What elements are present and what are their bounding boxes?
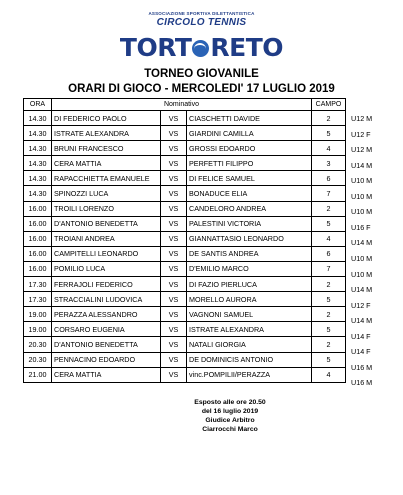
versus-label: VS <box>161 126 187 141</box>
table-row <box>24 126 346 141</box>
court-number: 3 <box>312 156 346 171</box>
table-row <box>24 201 346 216</box>
table-row <box>24 337 346 352</box>
category-label: U12 F <box>351 129 371 139</box>
court-number: 4 <box>312 141 346 156</box>
match-time: 14.30 <box>24 171 52 186</box>
home-player: CORSARO EUGENIA <box>52 322 161 337</box>
away-player: PALESTINI VICTORIA <box>187 216 312 231</box>
brand-right-text: RETO <box>210 33 284 62</box>
table-row <box>24 246 346 261</box>
away-player: DI FAZIO PIERLUCA <box>187 277 312 292</box>
court-number: 5 <box>312 292 346 307</box>
court-number: 6 <box>312 246 346 261</box>
versus-label: VS <box>161 307 187 322</box>
tennis-ball-icon <box>192 40 209 57</box>
match-time: 19.00 <box>24 322 52 337</box>
court-number: 4 <box>312 231 346 246</box>
table-row <box>24 322 346 337</box>
match-time: 16.00 <box>24 246 52 261</box>
match-time: 20.30 <box>24 337 52 352</box>
away-player: vinc.POMPILII/PERAZZA <box>187 367 312 382</box>
category-label: U10 M <box>351 191 373 201</box>
home-player: FERRAJOLI FEDERICO <box>52 277 161 292</box>
versus-label: VS <box>161 352 187 367</box>
match-time: 14.30 <box>24 156 52 171</box>
court-number: 4 <box>312 367 346 382</box>
category-label: U10 M <box>351 207 373 217</box>
match-time: 19.00 <box>24 307 52 322</box>
category-label: U12 M <box>351 145 373 155</box>
table-row <box>24 156 346 171</box>
table-row <box>24 141 346 156</box>
versus-label: VS <box>161 201 187 216</box>
table-row <box>24 171 346 186</box>
home-player: TROIANI ANDREA <box>52 231 161 246</box>
home-player: RAPACCHIETTA EMANUELE <box>52 171 161 186</box>
category-label: U14 F <box>351 331 371 341</box>
versus-label: VS <box>161 186 187 201</box>
club-name: CIRCOLO TENNIS <box>156 17 247 28</box>
court-number: 2 <box>312 337 346 352</box>
match-time: 14.30 <box>24 186 52 201</box>
versus-label: VS <box>161 246 187 261</box>
away-player: NATALI GIORGIA <box>187 337 312 352</box>
versus-label: VS <box>161 156 187 171</box>
association-label: ASSOCIAZIONE SPORTIVA DILETTANTISTICA <box>148 11 255 16</box>
versus-label: VS <box>161 231 187 246</box>
table-row <box>24 261 346 276</box>
away-player: CANDELORO ANDREA <box>187 201 312 216</box>
category-label: U10 M <box>351 269 373 279</box>
referee-title: Giudice Arbitro <box>205 417 255 424</box>
match-time: 14.30 <box>24 141 52 156</box>
match-time: 20.30 <box>24 352 52 367</box>
versus-label: VS <box>161 216 187 231</box>
versus-label: VS <box>161 171 187 186</box>
home-player: PERAZZA ALESSANDRO <box>52 307 161 322</box>
match-time: 14.30 <box>24 126 52 141</box>
category-label: U14 M <box>351 285 373 295</box>
home-player: STRACCIALINI LUDOVICA <box>52 292 161 307</box>
schedule-table <box>23 98 346 383</box>
court-number: 7 <box>312 186 346 201</box>
category-label: U12 F <box>351 300 371 310</box>
match-time: 16.00 <box>24 231 52 246</box>
away-player: D'EMILIO MARCO <box>187 261 312 276</box>
posted-date: del 16 luglio 2019 <box>201 408 259 415</box>
category-label: U16 M <box>351 362 373 372</box>
home-player: BRUNI FRANCESCO <box>52 141 161 156</box>
home-player: SPINOZZI LUCA <box>52 186 161 201</box>
table-row <box>24 186 346 201</box>
away-player: GIANNATTASIO LEONARDO <box>187 231 312 246</box>
category-label: U16 F <box>351 222 371 232</box>
away-player: CIASCHETTI DAVIDE <box>187 111 312 126</box>
court-number: 2 <box>312 307 346 322</box>
home-player: CAMPITELLI LEONARDO <box>52 246 161 261</box>
court-number: 5 <box>312 352 346 367</box>
referee-name: Ciarrocchi Marco <box>202 426 258 433</box>
away-player: MORELLO AURORA <box>187 292 312 307</box>
away-player: DE DOMINICIS ANTONIO <box>187 352 312 367</box>
category-label: U14 F <box>351 347 371 357</box>
header-time: ORA <box>24 99 52 111</box>
away-player: BONADUCE ELIA <box>187 186 312 201</box>
away-player: VAGNONI SAMUEL <box>187 307 312 322</box>
home-player: D'ANTONIO BENEDETTA <box>52 337 161 352</box>
table-header-row <box>24 99 346 111</box>
versus-label: VS <box>161 367 187 382</box>
court-number: 5 <box>312 216 346 231</box>
court-number: 7 <box>312 261 346 276</box>
home-player: POMILIO LUCA <box>52 261 161 276</box>
match-time: 14.30 <box>24 111 52 126</box>
table-row <box>24 277 346 292</box>
brand-left-text: TORT <box>119 33 192 62</box>
match-time: 16.00 <box>24 216 52 231</box>
versus-label: VS <box>161 292 187 307</box>
match-time: 16.00 <box>24 261 52 276</box>
away-player: PERFETTI FILIPPO <box>187 156 312 171</box>
versus-label: VS <box>161 322 187 337</box>
table-row <box>24 367 346 382</box>
match-time: 21.00 <box>24 367 52 382</box>
match-time: 17.30 <box>24 292 52 307</box>
away-player: ISTRATE ALEXANDRA <box>187 322 312 337</box>
away-player: DE SANTIS ANDREA <box>187 246 312 261</box>
home-player: DI FEDERICO PAOLO <box>52 111 161 126</box>
court-number: 5 <box>312 126 346 141</box>
home-player: TROILI LORENZO <box>52 201 161 216</box>
court-number: 6 <box>312 171 346 186</box>
table-row <box>24 352 346 367</box>
table-row <box>24 231 346 246</box>
category-label: U12 M <box>351 114 373 123</box>
away-player: GROSSI EDOARDO <box>187 141 312 156</box>
category-label: U10 M <box>351 253 373 263</box>
match-time: 16.00 <box>24 201 52 216</box>
court-number: 5 <box>312 322 346 337</box>
category-label: U10 M <box>351 176 373 186</box>
match-time: 17.30 <box>24 277 52 292</box>
table-row <box>24 307 346 322</box>
court-number: 2 <box>312 201 346 216</box>
table-row <box>24 292 346 307</box>
category-label: U14 M <box>351 238 373 248</box>
versus-label: VS <box>161 141 187 156</box>
table-row <box>24 111 346 126</box>
court-number: 2 <box>312 111 346 126</box>
versus-label: VS <box>161 261 187 276</box>
home-player: ISTRATE ALEXANDRA <box>52 126 161 141</box>
category-label: U16 M <box>351 378 373 388</box>
away-player: GIARDINI CAMILLA <box>187 126 312 141</box>
header-court: CAMPO <box>312 99 346 111</box>
header-players: Nominativo <box>52 99 312 111</box>
versus-label: VS <box>161 277 187 292</box>
away-player: DI FELICE SAMUEL <box>187 171 312 186</box>
category-label: U14 M <box>351 160 373 170</box>
court-number: 2 <box>312 277 346 292</box>
posted-time: Esposto alle ore 20.50 <box>194 399 266 406</box>
home-player: PENNACINO EDOARDO <box>52 352 161 367</box>
tournament-title: TORNEO GIOVANILE <box>144 68 259 80</box>
club-logo <box>0 33 403 63</box>
home-player: CERA MATTIA <box>52 156 161 171</box>
home-player: CERA MATTIA <box>52 367 161 382</box>
schedule-date-title: ORARI DI GIOCO - MERCOLEDI' 17 LUGLIO 2019 <box>68 83 335 95</box>
versus-label: VS <box>161 337 187 352</box>
home-player: D'ANTONIO BENEDETTA <box>52 216 161 231</box>
category-label: U14 M <box>351 316 373 326</box>
table-row <box>24 216 346 231</box>
versus-label: VS <box>161 111 187 126</box>
